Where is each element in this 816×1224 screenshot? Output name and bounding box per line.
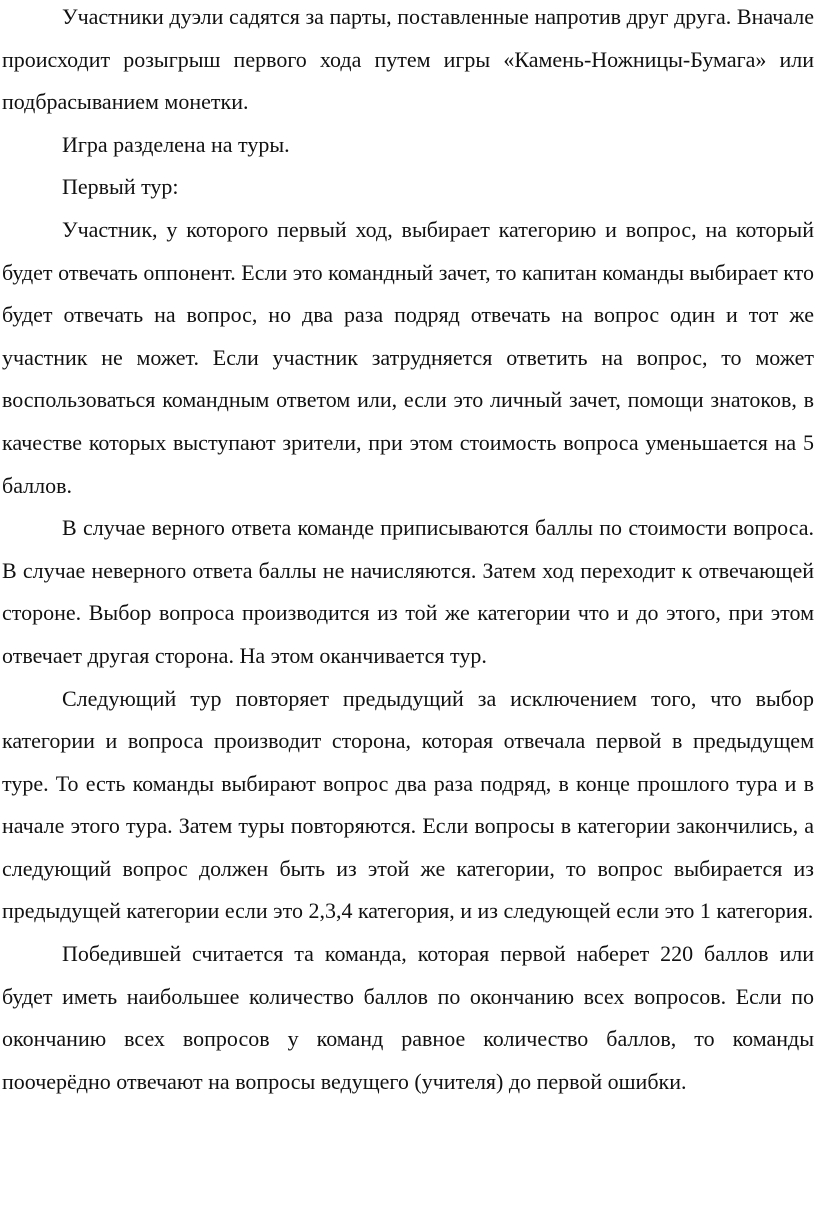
- paragraph-game-rounds: Игра разделена на туры.: [62, 131, 290, 157]
- paragraph-first-round-rules: Участник, у которого первый ход, выбирает категорию и вопрос, на который будет отвечать оппонент. Если это командный зачет, то капитан команды выбирает кто будет отвечать на вопрос, но два раза подряд отвечать на вопрос один и тот же участник не может. Если участник затрудняется ответить на вопрос, то может воспользоваться командным ответом или, если это личный зачет, помощи знатоков, в качестве которых выступают зрители, при этом стоимость вопроса уменьшается на 5 баллов.: [2, 216, 814, 498]
- paragraph-next-round: Следующий тур повторяет предыдущий за исключением того, что выбор категории и вопроса производит сторона, которая отвечала первой в предыдущем туре. То есть команды выбирают вопрос два раза подряд, в конце прошлого тура и в начале этого тура. Затем туры повторяются. Если вопросы в категории закончились, а следующий вопрос должен быть из этой же категории, то вопрос выбирается из предыдущей категории если это 2,3,4 категория, и из следующей если это 1 категория.: [2, 685, 814, 924]
- paragraph-intro: Участники дуэли садятся за парты, поставленные напротив друг друга. Вначале происходит розыгрыш первого хода путем игры «Камень-Ножницы-Бумага» или подбрасыванием монетки.: [2, 4, 814, 115]
- paragraph-first-round-heading: Первый тур:: [62, 174, 179, 200]
- paragraph-winner: Победившей считается та команда, которая первой наберет 220 баллов или будет иметь наибольшее количество баллов по окончанию всех вопросов. Если по окончанию всех вопросов у команд равное количество баллов, то команды поочерёдно отвечают на вопросы ведущего (учителя) до первой ошибки.: [2, 941, 814, 1094]
- paragraph-scoring: В случае верного ответа команде приписываются баллы по стоимости вопроса. В случае неверного ответа баллы не начисляются. Затем ход переходит к отвечающей стороне. Выбор вопроса производится из той же категории что и до этого, при этом отвечает другая сторона. На этом оканчивается тур.: [2, 515, 814, 668]
